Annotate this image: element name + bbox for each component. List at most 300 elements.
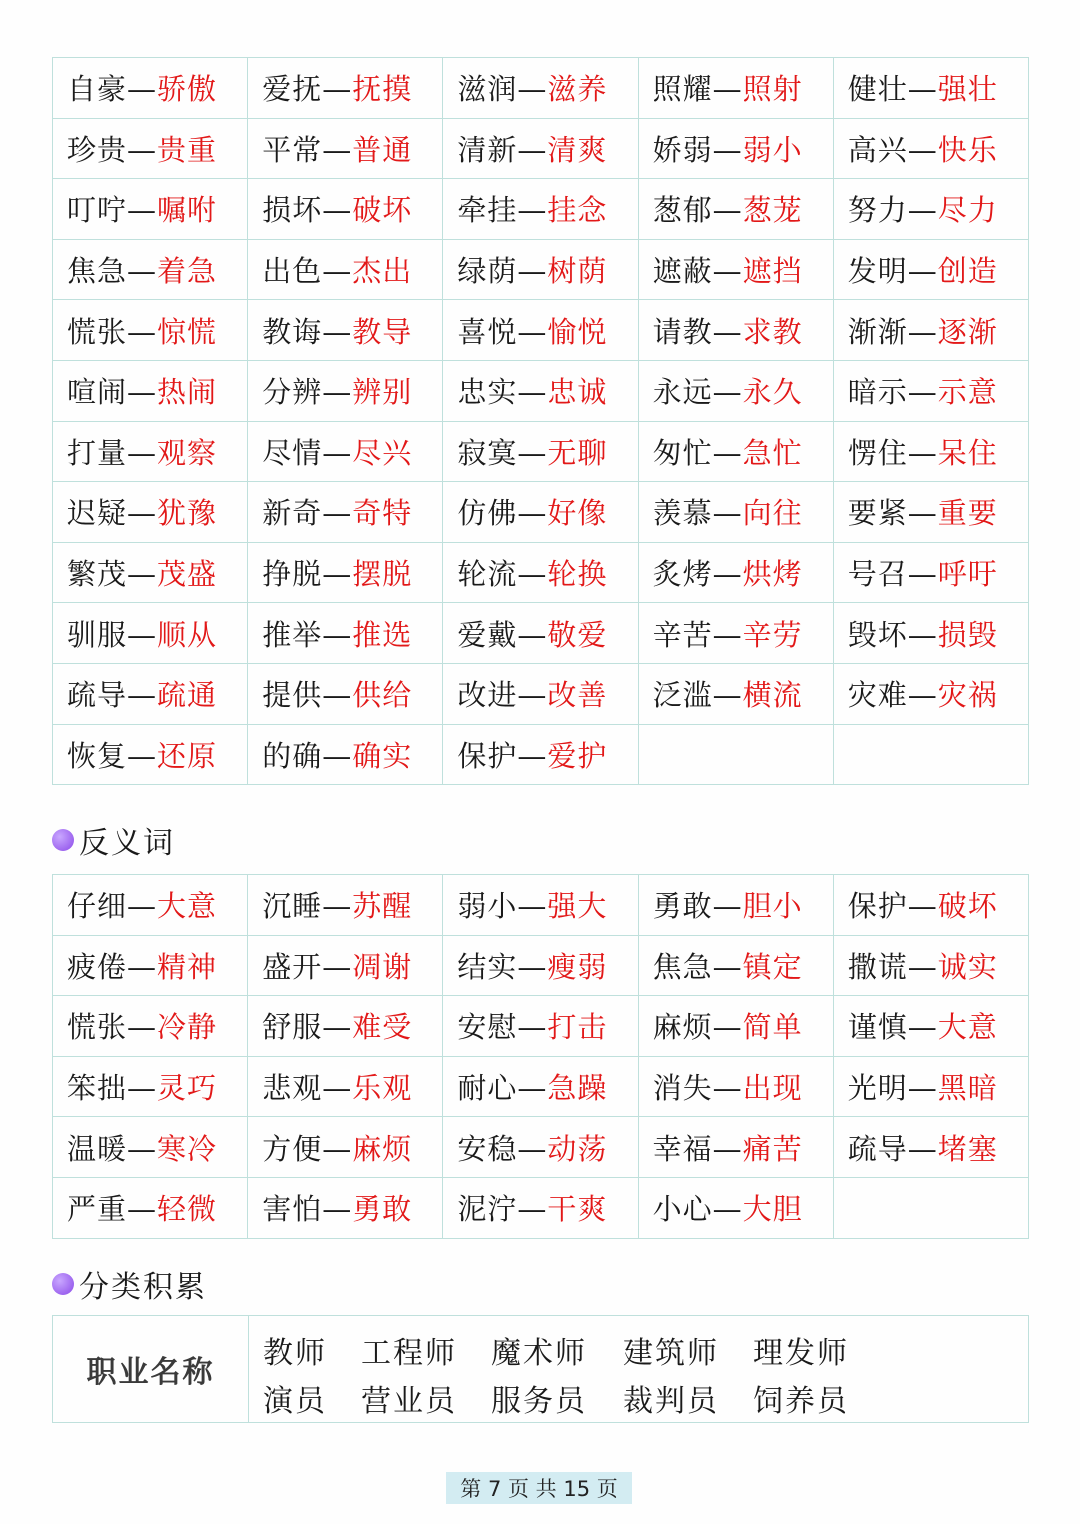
dash: — (322, 1010, 353, 1045)
pair-word: 忠诚 (547, 375, 608, 410)
dash: — (127, 1010, 158, 1045)
dash: — (127, 678, 158, 713)
pair-word: 滋养 (547, 72, 608, 107)
word-pair-cell (443, 1177, 638, 1238)
word-pair-cell (443, 724, 638, 785)
category-row (263, 1374, 863, 1422)
word-pair-cell (638, 58, 833, 119)
dash: — (712, 1010, 743, 1045)
word: 轮流 (457, 557, 518, 592)
pair-word: 葱茏 (742, 193, 803, 228)
dash: — (907, 496, 938, 531)
pair-word: 瘦弱 (547, 949, 608, 984)
dash: — (322, 314, 353, 349)
pair-word: 挂念 (547, 193, 608, 228)
pair-word: 骄傲 (157, 72, 218, 107)
dash: — (907, 949, 938, 984)
pair-word: 求教 (742, 314, 803, 349)
word-pair-cell (443, 118, 638, 179)
dash: — (322, 496, 353, 531)
dash: — (517, 193, 548, 228)
table-row (53, 360, 1029, 421)
word: 害怕 (262, 1192, 323, 1227)
word: 灾难 (847, 678, 908, 713)
word-pair-cell (638, 482, 833, 543)
pair-word: 辛劳 (742, 617, 803, 652)
category-row (263, 1326, 863, 1374)
word: 严重 (67, 1192, 128, 1227)
pair-word: 好像 (547, 496, 608, 531)
word-pair-cell (638, 603, 833, 664)
word: 推举 (262, 617, 323, 652)
word: 爱抚 (262, 72, 323, 107)
word: 迟疑 (67, 496, 128, 531)
word-pair-cell (53, 1117, 248, 1178)
pair-word: 镇定 (742, 949, 803, 984)
pair-word: 烘烤 (742, 557, 803, 592)
word-pair-cell (638, 1177, 833, 1238)
word: 耐心 (457, 1071, 518, 1106)
pair-word: 推选 (352, 617, 413, 652)
pair-word: 茂盛 (157, 557, 218, 592)
word: 叮咛 (67, 193, 128, 228)
word-pair-cell (248, 421, 443, 482)
word-pair-cell (638, 1056, 833, 1117)
word: 忠实 (457, 375, 518, 410)
pair-word: 大胆 (742, 1192, 803, 1227)
dash: — (907, 557, 938, 592)
word-pair-cell (53, 724, 248, 785)
dash: — (712, 1192, 743, 1227)
word-pair-cell (638, 179, 833, 240)
word: 勇敢 (652, 889, 713, 924)
category-words (249, 1316, 863, 1422)
word-pair-cell (443, 1056, 638, 1117)
word: 请教 (652, 314, 713, 349)
word-pair-cell (833, 58, 1028, 119)
table-row (53, 935, 1029, 996)
dash: — (907, 1071, 938, 1106)
dash: — (517, 557, 548, 592)
dash: — (517, 435, 548, 470)
word: 恢复 (67, 738, 128, 773)
dash: — (322, 1131, 353, 1166)
dash: — (517, 132, 548, 167)
dash: — (127, 254, 158, 289)
pair-word: 抚摸 (352, 72, 413, 107)
pair-word: 改善 (547, 678, 608, 713)
dash: — (322, 678, 353, 713)
word: 照耀 (652, 72, 713, 107)
word-pair-cell (833, 239, 1028, 300)
table-row (53, 482, 1029, 543)
dash: — (712, 949, 743, 984)
word: 盛开 (262, 949, 323, 984)
occupation-word: 理发师 (753, 1336, 849, 1371)
pair-word: 难受 (352, 1010, 413, 1045)
pair-word: 诚实 (937, 949, 998, 984)
word: 安稳 (457, 1131, 518, 1166)
table-row (53, 603, 1029, 664)
word-pair-cell (833, 542, 1028, 603)
word: 焦急 (652, 949, 713, 984)
word-pair-cell (53, 996, 248, 1057)
pair-word: 无聊 (547, 435, 608, 470)
pair-word: 爱护 (547, 738, 608, 773)
word-pair-cell (248, 360, 443, 421)
dash: — (907, 314, 938, 349)
word-pair-cell (248, 603, 443, 664)
word-pair-cell (638, 239, 833, 300)
word-pair-cell (248, 875, 443, 936)
pair-word: 堵塞 (937, 1131, 998, 1166)
word-pair-cell (248, 58, 443, 119)
word-pair-cell (248, 1177, 443, 1238)
table-row (53, 58, 1029, 119)
dash: — (712, 496, 743, 531)
word-pair-cell (443, 935, 638, 996)
pair-word: 确实 (352, 738, 413, 773)
dash: — (127, 1131, 158, 1166)
word-pair-cell (443, 603, 638, 664)
occupation-word: 工程师 (361, 1336, 457, 1371)
purple-bullet-icon (52, 829, 74, 851)
word-pair-cell (443, 421, 638, 482)
word: 保护 (457, 738, 518, 773)
pair-word: 遮挡 (742, 254, 803, 289)
word: 尽情 (262, 435, 323, 470)
dash: — (517, 314, 548, 349)
dash: — (712, 193, 743, 228)
pair-word: 教导 (352, 314, 413, 349)
dash: — (127, 889, 158, 924)
pair-word: 勇敢 (352, 1192, 413, 1227)
dash: — (517, 375, 548, 410)
pair-word: 弱小 (742, 132, 803, 167)
word-pair-cell (833, 300, 1028, 361)
word: 挣脱 (262, 557, 323, 592)
word-pair-cell (248, 542, 443, 603)
word: 喧闹 (67, 375, 128, 410)
word: 的确 (262, 738, 323, 773)
word: 渐渐 (847, 314, 908, 349)
word: 疲倦 (67, 949, 128, 984)
dash: — (322, 557, 353, 592)
dash: — (907, 72, 938, 107)
word: 麻烦 (652, 1010, 713, 1045)
pair-word: 清爽 (547, 132, 608, 167)
word-pair-cell (638, 542, 833, 603)
word: 谨慎 (847, 1010, 908, 1045)
word: 珍贵 (67, 132, 128, 167)
word-pair-cell (53, 875, 248, 936)
pair-word: 干爽 (547, 1192, 608, 1227)
word-pair-cell (53, 542, 248, 603)
dash: — (712, 1071, 743, 1106)
word: 焦急 (67, 254, 128, 289)
word: 牵挂 (457, 193, 518, 228)
word-pair-cell (248, 663, 443, 724)
word: 损坏 (262, 193, 323, 228)
word: 暗示 (847, 375, 908, 410)
dash: — (322, 375, 353, 410)
pair-word: 杰出 (352, 254, 413, 289)
pair-word: 横流 (742, 678, 803, 713)
dash: — (517, 72, 548, 107)
word: 发明 (847, 254, 908, 289)
table-row (53, 421, 1029, 482)
pair-word: 树荫 (547, 254, 608, 289)
word: 幸福 (652, 1131, 713, 1166)
category-heading-text: 分类积累 (79, 1270, 207, 1305)
word-pair-cell (248, 239, 443, 300)
dash: — (517, 617, 548, 652)
word-pair-cell (53, 421, 248, 482)
word: 寂寞 (457, 435, 518, 470)
pair-word: 观察 (157, 435, 218, 470)
word: 方便 (262, 1131, 323, 1166)
dash: — (907, 678, 938, 713)
table-row (53, 724, 1029, 785)
dash: — (322, 617, 353, 652)
occupation-word: 演员 (263, 1384, 327, 1419)
dash: — (712, 557, 743, 592)
occupation-word: 魔术师 (491, 1336, 587, 1371)
category-box (52, 1315, 1029, 1423)
word: 爱戴 (457, 617, 518, 652)
word: 清新 (457, 132, 518, 167)
pair-word: 灵巧 (157, 1071, 218, 1106)
dash: — (322, 1071, 353, 1106)
word: 教诲 (262, 314, 323, 349)
word-pair-cell (443, 542, 638, 603)
dash: — (517, 254, 548, 289)
dash: — (712, 617, 743, 652)
word-pair-cell (833, 935, 1028, 996)
word-pair-cell (443, 875, 638, 936)
word-pair-cell (833, 1056, 1028, 1117)
word-pair-cell (53, 360, 248, 421)
dash: — (517, 1192, 548, 1227)
word-pair-cell (443, 663, 638, 724)
dash: — (712, 678, 743, 713)
dash: — (517, 738, 548, 773)
synonym-table (52, 57, 1029, 785)
dash: — (517, 889, 548, 924)
pair-word: 摆脱 (352, 557, 413, 592)
pair-word: 辨别 (352, 375, 413, 410)
word: 辛苦 (652, 617, 713, 652)
pair-word: 贵重 (157, 132, 218, 167)
word: 分辨 (262, 375, 323, 410)
word-pair-cell (53, 1056, 248, 1117)
word-pair-cell (833, 875, 1028, 936)
dash: — (127, 435, 158, 470)
word-pair-cell (638, 996, 833, 1057)
pair-word: 顺从 (157, 617, 218, 652)
word: 出色 (262, 254, 323, 289)
table-row (53, 118, 1029, 179)
dash: — (127, 1192, 158, 1227)
category-section-heading (52, 1262, 207, 1306)
occupation-word: 裁判员 (623, 1384, 719, 1419)
word-pair-cell (248, 300, 443, 361)
dash: — (127, 496, 158, 531)
dash: — (322, 254, 353, 289)
antonym-heading-text: 反义词 (79, 826, 175, 861)
dash: — (517, 1131, 548, 1166)
word: 打量 (67, 435, 128, 470)
word: 结实 (457, 949, 518, 984)
pair-word: 胆小 (742, 889, 803, 924)
pair-word: 急忙 (742, 435, 803, 470)
word-pair-cell (53, 179, 248, 240)
word-pair-cell (443, 239, 638, 300)
dash: — (127, 1071, 158, 1106)
table-row (53, 663, 1029, 724)
pair-word: 冷静 (157, 1010, 218, 1045)
pair-word: 普通 (352, 132, 413, 167)
pair-word: 苏醒 (352, 889, 413, 924)
dash: — (127, 132, 158, 167)
pair-word: 示意 (937, 375, 998, 410)
dash: — (127, 314, 158, 349)
dash: — (127, 738, 158, 773)
pair-word: 照射 (742, 72, 803, 107)
purple-bullet-icon (52, 1273, 74, 1295)
word-pair-cell (443, 1117, 638, 1178)
word: 滋润 (457, 72, 518, 107)
word-pair-cell (443, 300, 638, 361)
word: 悲观 (262, 1071, 323, 1106)
word: 匆忙 (652, 435, 713, 470)
dash: — (127, 72, 158, 107)
word-pair-cell (248, 935, 443, 996)
word: 平常 (262, 132, 323, 167)
page-number-footer: 第 7 页 共 15 页 (446, 1472, 632, 1504)
pair-word: 黑暗 (937, 1071, 998, 1106)
pair-word: 敬爱 (547, 617, 608, 652)
word: 喜悦 (457, 314, 518, 349)
word-pair-cell (53, 58, 248, 119)
pair-word: 强大 (547, 889, 608, 924)
word-pair-cell (638, 1117, 833, 1178)
word: 炙烤 (652, 557, 713, 592)
pair-word: 创造 (937, 254, 998, 289)
pair-word: 奇特 (352, 496, 413, 531)
antonym-table (52, 874, 1029, 1239)
dash: — (517, 1010, 548, 1045)
pair-word: 重要 (937, 496, 998, 531)
word: 新奇 (262, 496, 323, 531)
dash: — (712, 435, 743, 470)
word-pair-cell (833, 724, 1028, 785)
dash: — (907, 617, 938, 652)
pair-word: 精神 (157, 949, 218, 984)
word-pair-cell (53, 603, 248, 664)
pair-word: 疏通 (157, 678, 218, 713)
word: 遮蔽 (652, 254, 713, 289)
word: 愣住 (847, 435, 908, 470)
dash: — (322, 435, 353, 470)
pair-word: 愉悦 (547, 314, 608, 349)
occupation-word: 服务员 (491, 1384, 587, 1419)
word-pair-cell (638, 724, 833, 785)
word: 毁坏 (847, 617, 908, 652)
word: 消失 (652, 1071, 713, 1106)
pair-word: 永久 (742, 375, 803, 410)
word-pair-cell (248, 118, 443, 179)
word: 仿佛 (457, 496, 518, 531)
dash: — (517, 1071, 548, 1106)
dash: — (907, 254, 938, 289)
pair-word: 向往 (742, 496, 803, 531)
word-pair-cell (248, 482, 443, 543)
dash: — (907, 132, 938, 167)
dash: — (127, 949, 158, 984)
table-row (53, 542, 1029, 603)
table-row (53, 1056, 1029, 1117)
pair-word: 乐观 (352, 1071, 413, 1106)
word: 舒服 (262, 1010, 323, 1045)
dash: — (712, 314, 743, 349)
pair-word: 寒冷 (157, 1131, 218, 1166)
dash: — (322, 193, 353, 228)
table-row (53, 1117, 1029, 1178)
category-label: 职业名称 (53, 1316, 249, 1422)
word: 疏导 (847, 1131, 908, 1166)
word: 泥泞 (457, 1192, 518, 1227)
table-row (53, 1177, 1029, 1238)
word: 葱郁 (652, 193, 713, 228)
word: 沉睡 (262, 889, 323, 924)
word-pair-cell (53, 935, 248, 996)
pair-word: 出现 (742, 1071, 803, 1106)
dash: — (127, 557, 158, 592)
table-row (53, 239, 1029, 300)
dash: — (322, 889, 353, 924)
occupation-word: 营业员 (361, 1384, 457, 1419)
word: 娇弱 (652, 132, 713, 167)
word: 慌张 (67, 314, 128, 349)
word-pair-cell (248, 1117, 443, 1178)
word: 仔细 (67, 889, 128, 924)
pair-word: 大意 (157, 889, 218, 924)
word-pair-cell (833, 118, 1028, 179)
word-pair-cell (833, 482, 1028, 543)
word-pair-cell (638, 875, 833, 936)
word: 高兴 (847, 132, 908, 167)
word-pair-cell (833, 603, 1028, 664)
word-pair-cell (638, 663, 833, 724)
word-pair-cell (443, 58, 638, 119)
word-pair-cell (638, 118, 833, 179)
pair-word: 还原 (157, 738, 218, 773)
pair-word: 呆住 (937, 435, 998, 470)
word: 繁茂 (67, 557, 128, 592)
word: 保护 (847, 889, 908, 924)
word-pair-cell (443, 996, 638, 1057)
pair-word: 着急 (157, 254, 218, 289)
word-pair-cell (443, 360, 638, 421)
dash: — (712, 72, 743, 107)
pair-word: 轮换 (547, 557, 608, 592)
word-pair-cell (833, 360, 1028, 421)
dash: — (127, 375, 158, 410)
pair-word: 破坏 (352, 193, 413, 228)
dash: — (322, 1192, 353, 1227)
word-pair-cell (638, 935, 833, 996)
